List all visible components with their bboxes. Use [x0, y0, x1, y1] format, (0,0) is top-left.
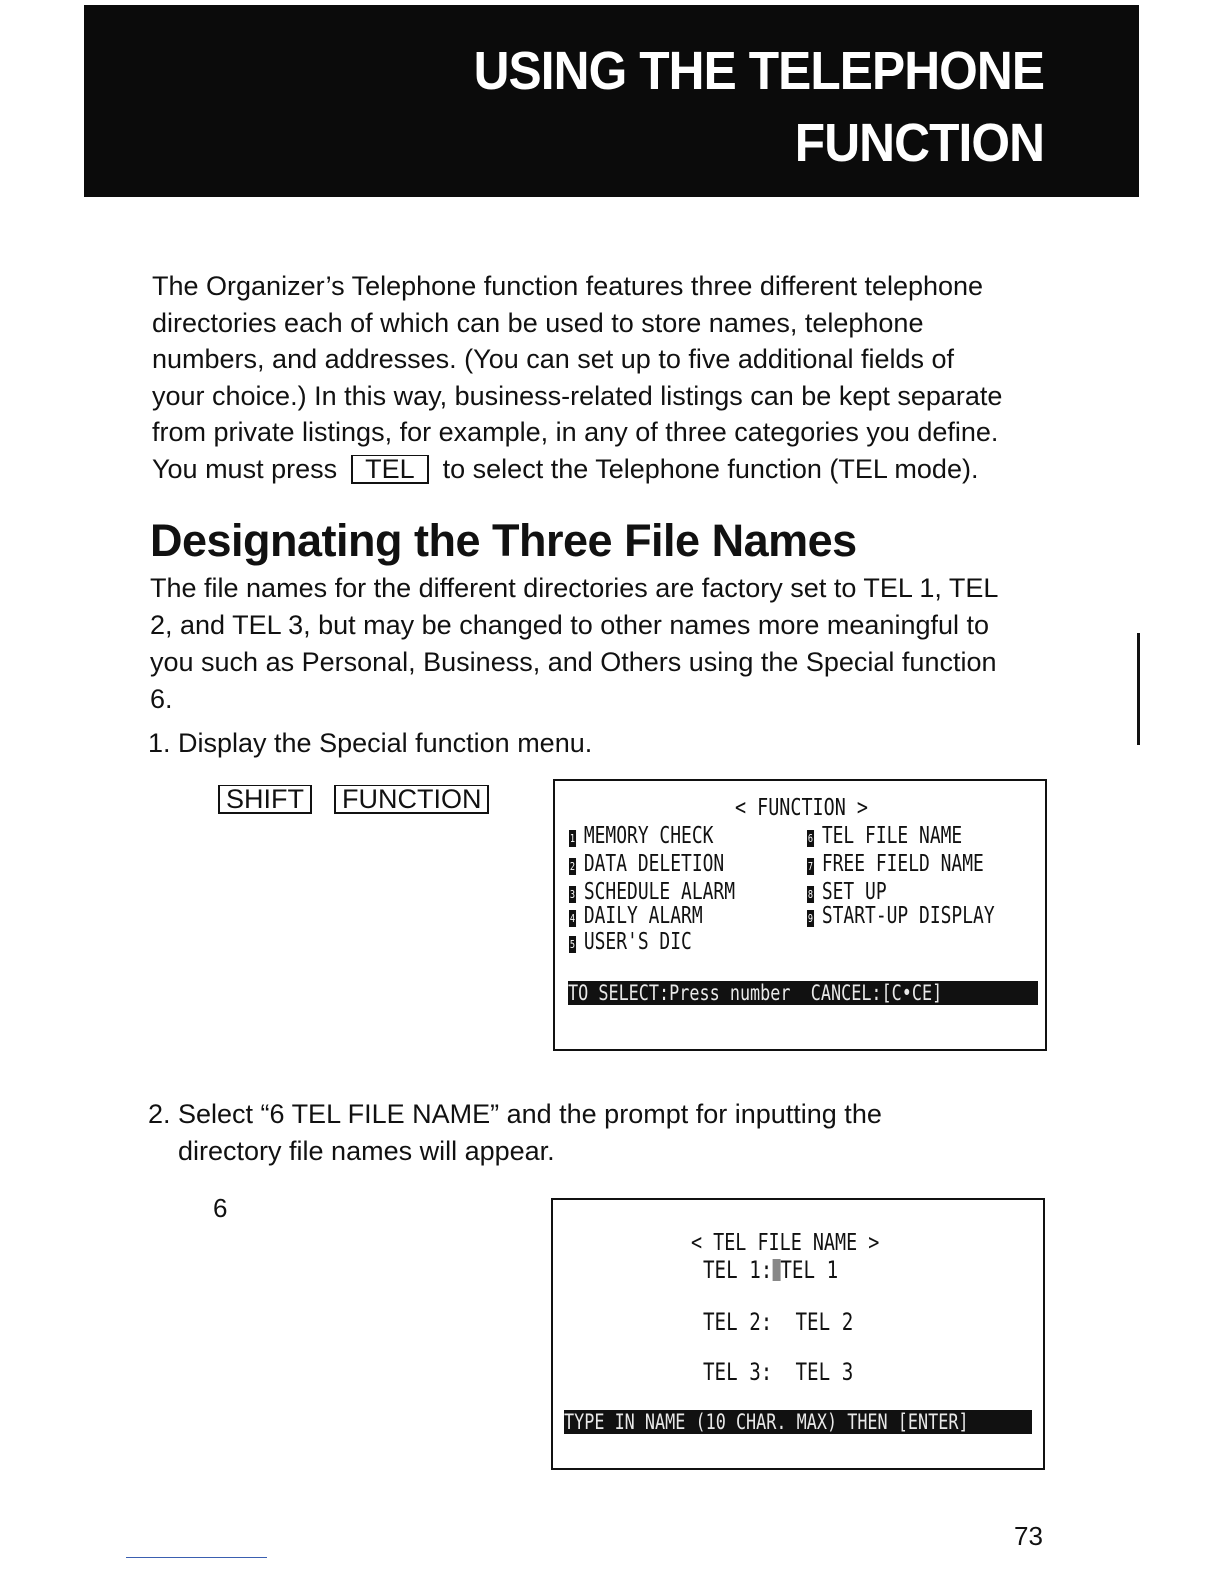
function-key: FUNCTION [334, 785, 489, 814]
menu-item-free-field-name [807, 851, 984, 877]
num-badge: 7 [807, 860, 814, 873]
num-badge: 4 [569, 912, 576, 925]
file-name-row [703, 1256, 838, 1284]
step-number: 1. [148, 728, 171, 758]
menu-item-schedule-alarm [569, 879, 735, 905]
intro-line-text: to select the Telephone function (TEL mode). [442, 453, 979, 484]
section-line: you such as Personal, Business, and Others using the Special function [150, 647, 997, 677]
file-name-row [703, 1358, 853, 1386]
num-badge: 8 [807, 888, 814, 901]
margin-rule [1137, 633, 1140, 745]
menu-item-label: MEMORY CHECK [583, 823, 714, 849]
menu-item-users-dic [569, 929, 692, 955]
file-name-row [703, 1308, 853, 1336]
cursor-block [772, 1259, 780, 1281]
shift-key: SHIFT [218, 785, 312, 814]
file-name-label: TEL 1: [703, 1256, 773, 1284]
menu-item-label: SET UP [821, 879, 887, 905]
file-name-label: TEL 2: [703, 1308, 773, 1336]
key-sequence [218, 785, 511, 814]
input-key-six: 6 [213, 1193, 228, 1223]
menu-item-set-up [807, 879, 887, 905]
menu-item-label: FREE FIELD NAME [821, 851, 984, 877]
num-badge: 3 [569, 888, 576, 901]
menu-item-label: USER'S DIC [583, 929, 692, 955]
step-text: directory file names will appear. [178, 1136, 555, 1166]
menu-item-label: DAILY ALARM [583, 903, 703, 929]
section-line: 6. [150, 684, 173, 714]
intro-line: The Organizer’s Telephone function features three different telephone [152, 271, 984, 301]
page-number: 73 [1014, 1521, 1043, 1551]
lcd-function-menu [553, 779, 1047, 1051]
menu-item-start-up-display [807, 903, 995, 929]
file-name-label: TEL 3: [703, 1358, 773, 1386]
section-line: 2, and TEL 3, but may be changed to other names more meaningful to [150, 610, 990, 640]
step-text: Display the Special function menu. [178, 728, 593, 758]
intro-line: directories each of which can be used to store names, telephone [152, 307, 924, 338]
lcd-status-bar [568, 981, 1038, 1005]
menu-item-label: DATA DELETION [583, 851, 725, 877]
lcd-title: < TEL FILE NAME > [691, 1230, 880, 1256]
lcd-tel-file-name [551, 1198, 1045, 1470]
section-line: The file names for the different directories are factory set to TEL 1, TEL [150, 573, 999, 603]
lcd-status-text: TYPE IN NAME (10 CHAR. MAX) THEN [ENTER] [564, 1410, 969, 1434]
intro-line: from private listings, for example, in any of three categories you define. [152, 417, 999, 447]
intro-line-text: You must press [152, 453, 338, 484]
page-title [474, 35, 1044, 179]
menu-item-label: TEL FILE NAME [821, 823, 963, 849]
step-1 [148, 725, 592, 762]
file-name-value: TEL 1 [780, 1256, 839, 1284]
footer-rule [126, 1557, 267, 1558]
menu-item-memory-check [569, 823, 713, 849]
header-band [84, 5, 1139, 197]
menu-item-tel-file-name [807, 823, 962, 849]
intro-paragraph [152, 268, 1052, 487]
file-name-value: TEL 3 [795, 1358, 854, 1386]
intro-line [152, 451, 1052, 488]
menu-item-daily-alarm [569, 903, 703, 929]
menu-item-label: START-UP DISPLAY [821, 903, 995, 929]
lcd-status-bar [564, 1410, 1032, 1434]
step-2 [148, 1096, 882, 1170]
intro-line: your choice.) In this way, business-related listings can be kept separate [152, 380, 1003, 411]
lcd-status-text: TO SELECT:Press number CANCEL:[C•CE] [568, 981, 943, 1005]
num-badge: 1 [569, 832, 576, 845]
step-number: 2. [148, 1099, 171, 1129]
step-text: Select “6 TEL FILE NAME” and the prompt for inputting the [178, 1099, 882, 1129]
num-badge: 6 [807, 832, 814, 845]
num-badge: 9 [807, 912, 814, 925]
tel-key: TEL [351, 455, 429, 484]
page-title-line-1: USING THE TELEPHONE [473, 41, 1044, 101]
lcd-title: < FUNCTION > [735, 795, 868, 821]
num-badge: 5 [569, 938, 576, 951]
page-title-line-2: FUNCTION [794, 113, 1044, 173]
menu-item-data-deletion [569, 851, 724, 877]
intro-line: numbers, and addresses. (You can set up to five additional fields of [152, 344, 954, 374]
file-name-value: TEL 2 [795, 1308, 854, 1336]
menu-item-label: SCHEDULE ALARM [583, 879, 736, 905]
num-badge: 2 [569, 860, 576, 873]
section-paragraph [150, 570, 1050, 718]
section-heading: Designating the Three File Names [150, 515, 857, 566]
